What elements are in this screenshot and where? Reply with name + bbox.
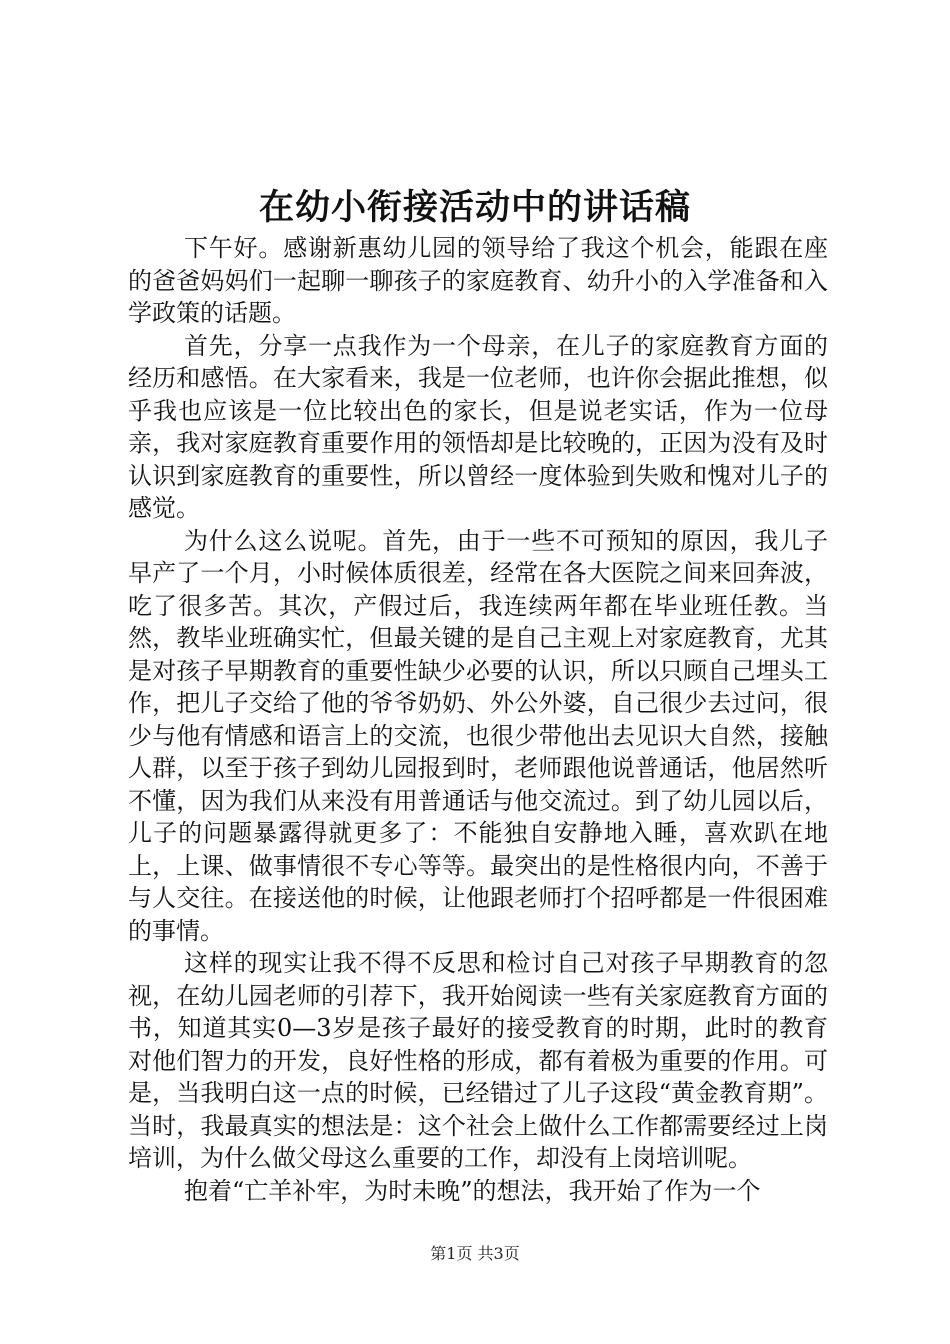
paragraph-continuation: 抱着“亡羊补牢，为时未晚”的想法，我开始了作为一个 (184, 1176, 761, 1205)
page-title: 在幼小衔接活动中的讲话稿 (258, 187, 691, 228)
paragraph-reasons: 为什么这么说呢。首先，由于一些不可预知的原因，我儿子早产了一个月，小时候体质很差，经常在各大医院之间来回奔波，吃了很多苦。其次，产假过后，我连续两年都在毕业班任教。当然，教毕业班确实忙，但最关键的是自己主观上对家庭教育，尤其是对孩子早期教育的重要性缺少必要的认识，所以只顾自己埋头工作，把儿子交给了他的爷爷奶奶、外公外婆，自己很少去过问，很少与他有情感和语言上的交流，也很少带他出去见识大自然，接触人群，以至于孩子到幼儿园报到时，老师跟他说普通话，他居然听不懂，因为我们从来没有用普通话与他交流过。到了幼儿园以后，儿子的问题暴露得就更多了：不能独自安静地入睡，喜欢趴在地上，上课、做事情很不专心等等。最突出的是性格很内向，不善于与人交往。在接送他的时候，让他跟老师打个招呼都是一件很困难的事情。 (128, 526, 828, 945)
document-body (128, 232, 828, 1207)
paragraph-greeting: 下午好。感谢新惠幼儿园的领导给了我这个机会，能跟在座的爸爸妈妈们一起聊一聊孩子的家庭教育、幼升小的入学准备和入学政策的话题。 (128, 234, 828, 327)
paragraph-experience: 首先，分享一点我作为一个母亲，在儿子的家庭教育方面的经历和感悟。在大家看来，我是一位老师，也许你会据此推想，似乎我也应该是一位比较出色的家长，但是说老实话，作为一位母亲，我对家庭教育重要作用的领悟却是比较晚的，正因为没有及时认识到家庭教育的重要性，所以曾经一度体验到失败和愧对儿子的感觉。 (128, 331, 828, 522)
paragraph-reflection: 这样的现实让我不得不反思和检讨自己对孩子早期教育的忽视，在幼儿园老师的引荐下，我开始阅读一些有关家庭教育方面的书，知道其实0—3岁是孩子最好的接受教育的时期，此时的教育对他们智力的开发，良好性格的形成，都有着极为重要的作用。可是，当我明白这一点的时候，已经错过了儿子这段“黄金教育期”。当时，我最真实的想法是：这个社会上做什么工作都需要经过上岗培训，为什么做父母这么重要的工作，却没有上岗培训呢。 (128, 949, 828, 1172)
page-footer: 第1页 共3页 (430, 1244, 520, 1263)
